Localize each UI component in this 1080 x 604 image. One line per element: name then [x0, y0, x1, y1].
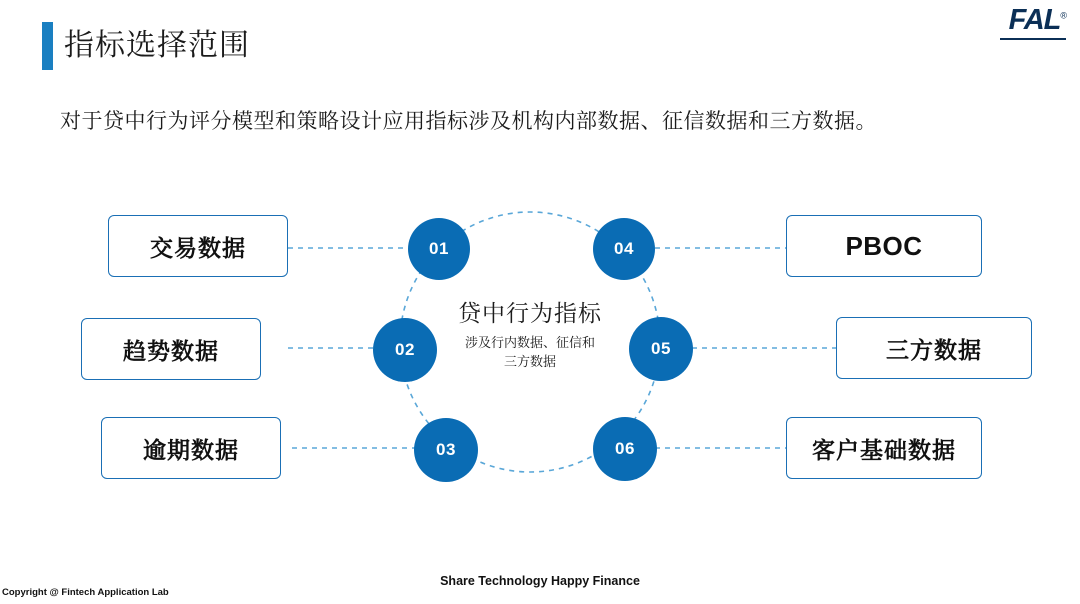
title-accent-bar: [42, 22, 53, 70]
center-title: 贷中行为指标: [458, 300, 602, 326]
node-circle-05[interactable]: 05: [629, 317, 693, 381]
center-subtitle: [448, 333, 612, 371]
center-subtitle-line2: 三方数据: [503, 354, 556, 369]
logo-underline: [1000, 38, 1066, 40]
footer-tagline: Share Technology Happy Finance: [440, 574, 640, 588]
node-label-02[interactable]: 趋势数据: [81, 318, 261, 380]
logo-text: FAL: [1008, 4, 1061, 36]
node-label-01[interactable]: 交易数据: [108, 215, 288, 277]
node-circle-01[interactable]: 01: [408, 218, 470, 280]
node-circle-06[interactable]: 06: [593, 417, 657, 481]
center-subtitle-line1: 涉及行内数据、征信和: [464, 335, 595, 350]
node-circle-03[interactable]: 03: [414, 418, 478, 482]
node-circle-04[interactable]: 04: [593, 218, 655, 280]
node-label-06[interactable]: 客户基础数据: [786, 417, 982, 479]
node-label-04[interactable]: PBOC: [786, 215, 982, 277]
footer-copyright: Copyright @ Fintech Application Lab: [2, 587, 169, 598]
logo-registered-mark: ®: [1060, 10, 1066, 21]
fal-logo: [1009, 6, 1066, 35]
node-label-03[interactable]: 逾期数据: [101, 417, 281, 479]
node-circle-02[interactable]: 02: [373, 318, 437, 382]
subtitle-text: 对于贷中行为评分模型和策略设计应用指标涉及机构内部数据、征信数据和三方数据。: [60, 110, 877, 133]
node-label-05[interactable]: 三方数据: [836, 317, 1032, 379]
page-title: 指标选择范围: [64, 29, 250, 62]
diagram-container: [0, 170, 1080, 510]
